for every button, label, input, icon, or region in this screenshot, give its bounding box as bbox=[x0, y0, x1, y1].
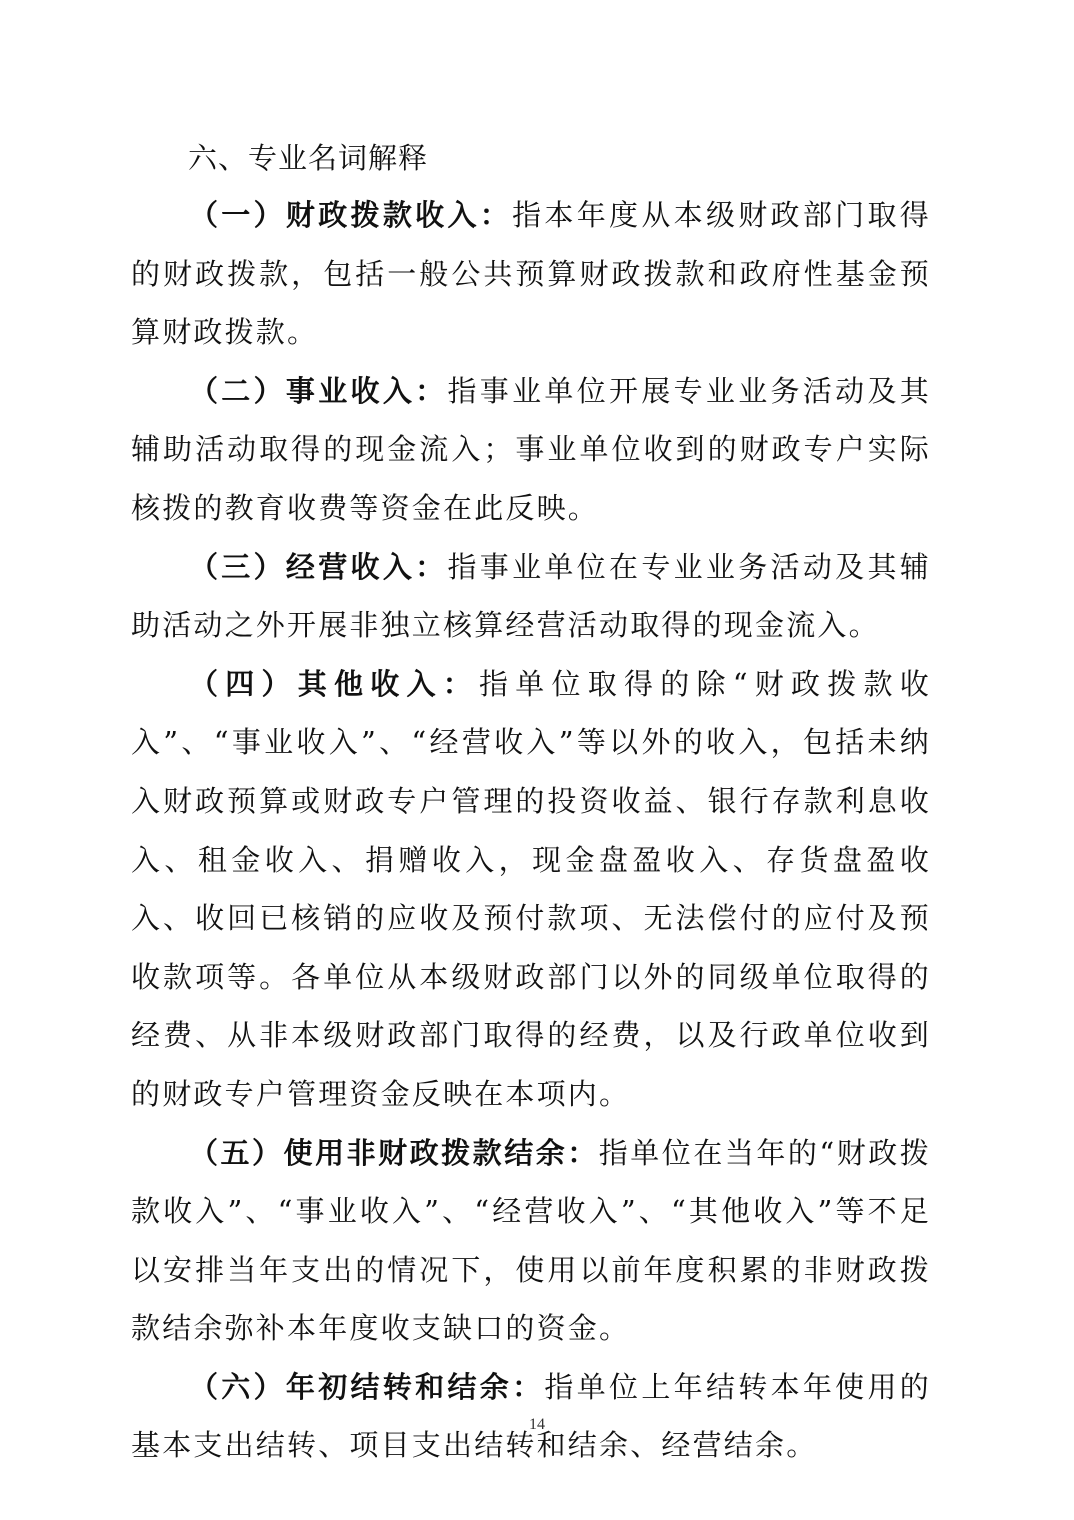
section-heading: 六、专业名词解释 bbox=[188, 141, 429, 175]
definition-term: （二）事业收入： bbox=[189, 373, 448, 408]
definitions-body bbox=[131, 186, 931, 1475]
definition-text: 指单位在当年的“财政拨款收入”、“事业收入”、“经营收入”、“其他收入”等不足以安排当年支出的情况下，使用以前年度积累的非财政拨款结余弥补本年度收支缺口的资金。 bbox=[131, 1135, 931, 1346]
definition-term: （四）其他收入： bbox=[189, 666, 479, 701]
definition-text: 指单位取得的除“财政拨款收入”、“事业收入”、“经营收入”等以外的收入，包括未纳入财政预算或财政专户管理的投资收益、银行存款利息收入、租金收入、捐赠收入，现金盘盈收入、存货盘盈收入、收回已核销的应收及预付款项、无法偿付的应付及预收款项等。各单位从本级财政部门以外的同级单位取得的经费、从非本级财政部门取得的经费，以及行政单位收到的财政专户管理资金反映在本项内。 bbox=[131, 666, 931, 1111]
definition-paragraph-2 bbox=[131, 362, 931, 538]
definition-term: （一）财政拨款收入： bbox=[189, 198, 513, 232]
page-number: 14 bbox=[529, 1416, 545, 1433]
definition-term: （三）经营收入： bbox=[189, 549, 448, 584]
definition-term: （六）年初结转和结余： bbox=[189, 1369, 545, 1404]
definition-text: 指事业单位开展专业业务活动及其辅助活动取得的现金流入；事业单位收到的财政专户实际核拨的教育收费等资金在此反映。 bbox=[131, 373, 931, 525]
definition-paragraph-3 bbox=[131, 538, 931, 655]
definition-text: 指本年度从本级财政部门取得的财政拨款，包括一般公共预算财政拨款和政府性基金预算财政拨款。 bbox=[131, 198, 931, 350]
definition-paragraph-1 bbox=[131, 186, 931, 362]
definition-text: 指单位上年结转本年使用的基本支出结转、项目支出结转和结余、经营结余。 bbox=[131, 1369, 932, 1463]
definition-text: 指事业单位在专业业务活动及其辅助活动之外开展非独立核算经营活动取得的现金流入。 bbox=[131, 549, 931, 643]
definition-paragraph-4 bbox=[131, 655, 931, 1124]
definition-paragraph-5 bbox=[131, 1124, 931, 1358]
definition-term: （五）使用非财政拨款结余： bbox=[189, 1135, 599, 1170]
